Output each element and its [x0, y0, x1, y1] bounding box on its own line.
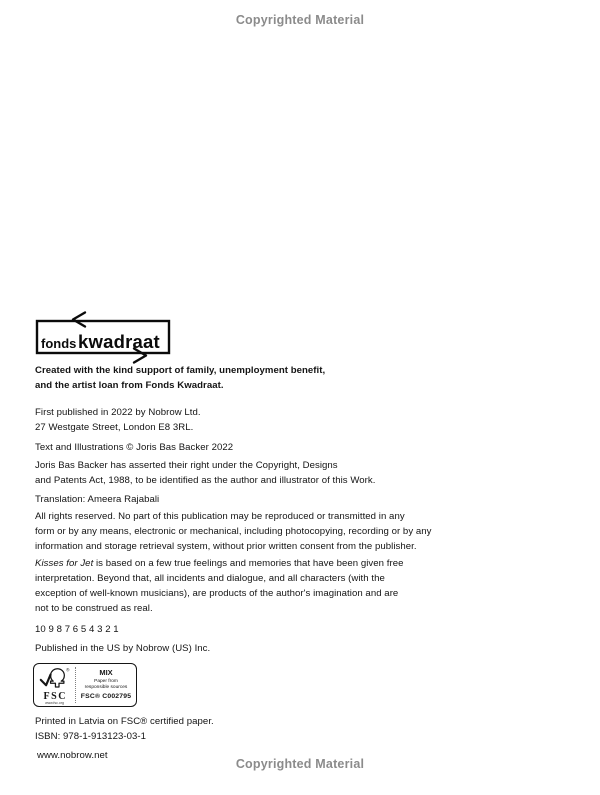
rights-line: form or by any means, electronic or mechanical, including photocopying, recording or by any — [35, 526, 432, 537]
disclaimer-line — [35, 556, 403, 571]
support-credit-line: Created with the kind support of family, unemployment benefit, — [35, 365, 326, 376]
arrow-left-icon — [73, 313, 85, 327]
fsc-label-right — [76, 664, 136, 706]
first-published-block — [35, 405, 201, 435]
publisher-line: First published in 2022 by Nobrow Ltd. — [35, 407, 201, 418]
translation-credit: Translation: Ameera Rajabali — [35, 494, 160, 505]
isbn-line: ISBN: 978-1-913123-03-1 — [35, 731, 147, 742]
disclaimer-line: exception of well-known musicians), are products of the author's imagination and are — [35, 588, 399, 599]
fsc-paper-from-text: Paper from — [94, 679, 118, 685]
assertion-block — [35, 458, 376, 488]
printed-on-line: Printed in Latvia on FSC® certified paper. — [35, 716, 214, 727]
rights-reserved-block — [35, 509, 432, 554]
fonds-kwadraat-logo — [30, 305, 180, 368]
support-credit-line: and the artist loan from Fonds Kwadraat. — [35, 380, 224, 391]
disclaimer-line-rest: is based on a few true feelings and memories that have been given free — [93, 558, 404, 569]
fonds-logo-word-kwadraat: kwadraat — [78, 331, 160, 352]
us-publisher-line: Published in the US by Nobrow (US) Inc. — [35, 643, 211, 654]
fsc-label-left — [34, 664, 75, 706]
assertion-line: and Patents Act, 1988, to be identified as the author and illustrator of this Work. — [35, 475, 376, 486]
publisher-address-line: 27 Westgate Street, London E8 3RL. — [35, 422, 194, 433]
print-run-numbers: 10 9 8 7 6 5 4 3 2 1 — [35, 624, 119, 635]
disclaimer-block — [35, 556, 403, 616]
support-credit — [35, 363, 325, 393]
fsc-url: www.fsc.org — [45, 700, 64, 705]
watermark-top: Copyrighted Material — [235, 13, 365, 27]
fonds-logo-word-fonds: fonds — [41, 336, 77, 351]
publisher-website: www.nobrow.net — [37, 750, 108, 761]
registered-trademark-icon: ® — [65, 667, 69, 673]
assertion-line: Joris Bas Backer has asserted their right under the Copyright, Designs — [35, 460, 338, 471]
fsc-responsible-sources-text: responsible sources — [84, 684, 128, 690]
disclaimer-line: not to be construed as real. — [35, 603, 153, 614]
fsc-mix-text: MIX — [99, 668, 113, 678]
fsc-certification-label — [33, 663, 137, 707]
fsc-tree-check-icon — [39, 666, 71, 692]
rights-line: information and storage retrieval system, without prior written consent from the publisher. — [35, 541, 417, 552]
fsc-acronym: FSC — [43, 690, 67, 702]
book-title: Kisses for Jet — [35, 558, 94, 569]
disclaimer-line: interpretation. Beyond that, all incidents and dialogue, and all characters (with the — [35, 573, 385, 584]
copyright-line: Text and Illustrations © Joris Bas Backer 2022 — [35, 442, 234, 453]
fsc-license-code: FSC® C002795 — [80, 692, 132, 700]
watermark-bottom: Copyrighted Material — [235, 757, 365, 771]
rights-line: All rights reserved. No part of this publication may be reproduced or transmitted in any — [35, 511, 405, 522]
